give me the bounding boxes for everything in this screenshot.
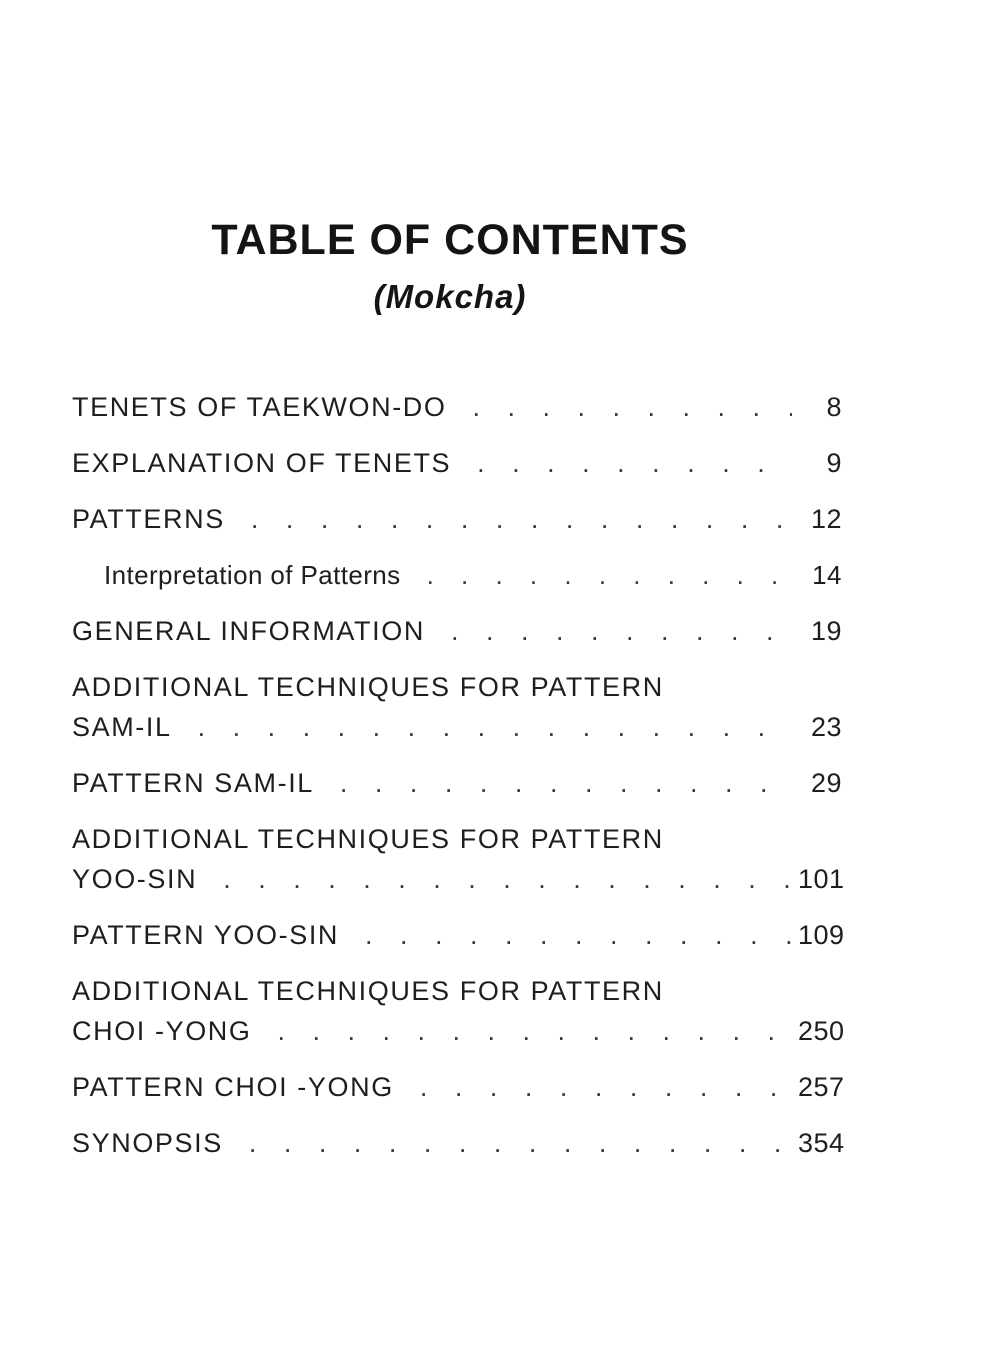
toc-entry-label: PATTERNS bbox=[72, 504, 225, 534]
toc-entry-page: 14 bbox=[812, 560, 842, 590]
page-subtitle: (Mokcha) bbox=[373, 278, 527, 315]
toc-entry-label: EXPLANATION OF TENETS bbox=[72, 448, 452, 478]
dot-leader bbox=[278, 1016, 792, 1047]
toc-entry-general-information bbox=[72, 616, 842, 660]
dot-leader bbox=[451, 616, 792, 647]
toc-entry-label: PATTERN YOO-SIN bbox=[72, 920, 340, 950]
toc-entry-label: SYNOPSIS bbox=[72, 1128, 223, 1158]
toc-entry-page: 12 bbox=[810, 504, 842, 534]
toc-entry-label: ADDITIONAL TECHNIQUES FOR PATTERN bbox=[72, 976, 664, 1006]
dot-leader bbox=[249, 1128, 792, 1159]
toc-entry-page: 19 bbox=[810, 616, 842, 646]
table-of-contents bbox=[72, 392, 845, 1184]
toc-entry-additional-choi-yong bbox=[72, 976, 845, 1060]
dot-leader bbox=[473, 392, 792, 423]
dot-leader bbox=[427, 560, 792, 591]
toc-entry-page: 8 bbox=[826, 392, 842, 422]
dot-leader bbox=[198, 712, 792, 743]
toc-entry-synopsis bbox=[72, 1128, 845, 1172]
page-title: TABLE OF CONTENTS bbox=[211, 216, 689, 264]
toc-entry-label: SAM-IL bbox=[72, 712, 172, 742]
dot-leader bbox=[223, 864, 792, 895]
toc-entry-page: 29 bbox=[810, 768, 842, 798]
toc-entry-page: 109 bbox=[798, 920, 845, 950]
toc-entry-additional-sam-il bbox=[72, 672, 842, 756]
toc-entry-label: CHOI -YONG bbox=[72, 1016, 252, 1046]
toc-entry-pattern-choi-yong bbox=[72, 1072, 845, 1116]
toc-entry-label: TENETS OF TAEKWON-DO bbox=[72, 392, 447, 422]
dot-leader bbox=[420, 1072, 792, 1103]
toc-entry-page: 101 bbox=[798, 864, 845, 894]
dot-leader bbox=[340, 768, 792, 799]
toc-entry-page: 257 bbox=[798, 1072, 845, 1102]
toc-entry-page: 354 bbox=[798, 1128, 845, 1158]
toc-entry-label: ADDITIONAL TECHNIQUES FOR PATTERN bbox=[72, 672, 664, 702]
toc-entry-explanation-of-tenets bbox=[72, 448, 842, 492]
dot-leader bbox=[365, 920, 792, 951]
toc-entry-label: ADDITIONAL TECHNIQUES FOR PATTERN bbox=[72, 824, 664, 854]
dot-leader bbox=[477, 448, 792, 479]
toc-entry-label: PATTERN SAM-IL bbox=[72, 768, 314, 798]
toc-entry-additional-yoo-sin bbox=[72, 824, 845, 908]
toc-entry-pattern-sam-il bbox=[72, 768, 842, 812]
toc-entry-patterns bbox=[72, 504, 842, 548]
toc-entry-page: 9 bbox=[826, 448, 842, 478]
toc-entry-page: 23 bbox=[810, 712, 842, 742]
toc-entry-label: PATTERN CHOI -YONG bbox=[72, 1072, 394, 1102]
dot-leader bbox=[251, 504, 792, 535]
toc-entry-pattern-yoo-sin bbox=[72, 920, 845, 964]
toc-entry-label: YOO-SIN bbox=[72, 864, 198, 894]
toc-entry-page: 250 bbox=[798, 1016, 845, 1046]
toc-entry-tenets bbox=[72, 392, 842, 436]
toc-entry-label: Interpretation of Patterns bbox=[104, 560, 401, 590]
toc-entry-interpretation-of-patterns bbox=[72, 560, 842, 604]
toc-entry-label: GENERAL INFORMATION bbox=[72, 616, 425, 646]
